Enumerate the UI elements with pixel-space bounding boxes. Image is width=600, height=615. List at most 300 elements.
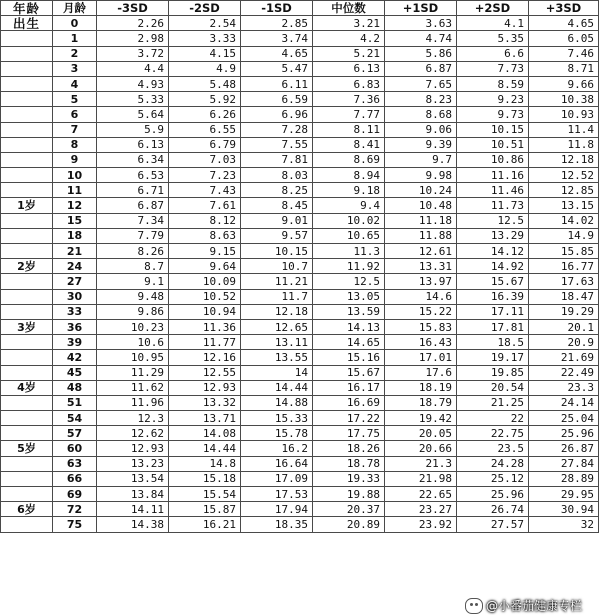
value-cell: 8.94 [313,168,385,183]
value-cell: 16.77 [529,259,599,274]
value-cell: 15.83 [385,319,457,334]
table-row [1,319,599,334]
month-cell: 39 [53,335,97,350]
value-cell: 27.57 [457,517,529,532]
value-cell: 14.65 [313,335,385,350]
value-cell: 18.35 [241,517,313,532]
age-cell [1,395,53,410]
table-row [1,31,599,46]
value-cell: 10.51 [457,137,529,152]
value-cell: 8.03 [241,168,313,183]
value-cell: 5.33 [97,92,169,107]
month-cell: 48 [53,380,97,395]
value-cell: 25.96 [457,487,529,502]
value-cell: 19.42 [385,411,457,426]
chat-bubble-icon [465,598,483,614]
age-cell [1,137,53,152]
value-cell: 12.18 [241,304,313,319]
value-cell: 24.14 [529,395,599,410]
value-cell: 13.84 [97,487,169,502]
value-cell: 13.05 [313,289,385,304]
value-cell: 17.53 [241,487,313,502]
value-cell: 15.87 [169,502,241,517]
value-cell: 8.25 [241,183,313,198]
value-cell: 23.92 [385,517,457,532]
value-cell: 16.39 [457,289,529,304]
value-cell: 17.11 [457,304,529,319]
value-cell: 10.23 [97,319,169,334]
value-cell: 5.47 [241,61,313,76]
month-cell: 69 [53,487,97,502]
value-cell: 29.95 [529,487,599,502]
table-row [1,365,599,380]
value-cell: 7.36 [313,92,385,107]
value-cell: 19.29 [529,304,599,319]
month-cell: 57 [53,426,97,441]
column-header: +3SD [529,1,599,16]
month-cell: 36 [53,319,97,334]
value-cell: 14.08 [169,426,241,441]
value-cell: 9.18 [313,183,385,198]
value-cell: 3.72 [97,46,169,61]
value-cell: 11.96 [97,395,169,410]
value-cell: 19.33 [313,471,385,486]
value-cell: 22.49 [529,365,599,380]
table-row [1,168,599,183]
table-row [1,228,599,243]
value-cell: 10.15 [241,244,313,259]
value-cell: 25.04 [529,411,599,426]
value-cell: 13.31 [385,259,457,274]
table-row [1,517,599,532]
value-cell: 6.6 [457,46,529,61]
age-cell [1,304,53,319]
table-row [1,395,599,410]
month-cell: 18 [53,228,97,243]
table-row [1,61,599,76]
month-cell: 75 [53,517,97,532]
month-cell: 33 [53,304,97,319]
value-cell: 20.89 [313,517,385,532]
value-cell: 5.64 [97,107,169,122]
value-cell: 15.16 [313,350,385,365]
value-cell: 19.17 [457,350,529,365]
table-row [1,137,599,152]
value-cell: 7.43 [169,183,241,198]
value-cell: 6.53 [97,168,169,183]
month-cell: 7 [53,122,97,137]
value-cell: 17.75 [313,426,385,441]
value-cell: 12.16 [169,350,241,365]
age-cell [1,213,53,228]
value-cell: 9.4 [313,198,385,213]
month-cell: 0 [53,16,97,31]
value-cell: 12.52 [529,168,599,183]
table-row [1,122,599,137]
value-cell: 12.18 [529,152,599,167]
table-row [1,76,599,91]
value-cell: 11.8 [529,137,599,152]
value-cell: 5.9 [97,122,169,137]
age-cell [1,183,53,198]
month-cell: 4 [53,76,97,91]
value-cell: 2.85 [241,16,313,31]
value-cell: 9.64 [169,259,241,274]
value-cell: 4.9 [169,61,241,76]
table-row [1,183,599,198]
value-cell: 19.85 [457,365,529,380]
value-cell: 20.66 [385,441,457,456]
value-cell: 15.33 [241,411,313,426]
value-cell: 13.23 [97,456,169,471]
table-row [1,259,599,274]
value-cell: 26.74 [457,502,529,517]
age-cell [1,487,53,502]
value-cell: 20.9 [529,335,599,350]
value-cell: 8.23 [385,92,457,107]
value-cell: 13.29 [457,228,529,243]
value-cell: 6.13 [97,137,169,152]
value-cell: 22.65 [385,487,457,502]
value-cell: 6.59 [241,92,313,107]
column-header: -2SD [169,1,241,16]
value-cell: 9.98 [385,168,457,183]
table-row [1,350,599,365]
column-header: +2SD [457,1,529,16]
month-cell: 24 [53,259,97,274]
age-cell [1,274,53,289]
value-cell: 6.96 [241,107,313,122]
value-cell: 25.12 [457,471,529,486]
value-cell: 11.3 [313,244,385,259]
value-cell: 20.54 [457,380,529,395]
age-cell [1,517,53,532]
value-cell: 7.79 [97,228,169,243]
value-cell: 4.93 [97,76,169,91]
table-row [1,289,599,304]
value-cell: 21.98 [385,471,457,486]
value-cell: 18.19 [385,380,457,395]
value-cell: 3.21 [313,16,385,31]
value-cell: 10.02 [313,213,385,228]
value-cell: 5.48 [169,76,241,91]
table-row [1,304,599,319]
table-row [1,213,599,228]
table-row [1,46,599,61]
month-cell: 11 [53,183,97,198]
value-cell: 4.15 [169,46,241,61]
age-cell [1,244,53,259]
value-cell: 9.23 [457,92,529,107]
month-cell: 42 [53,350,97,365]
value-cell: 15.67 [313,365,385,380]
value-cell: 9.01 [241,213,313,228]
value-cell: 10.93 [529,107,599,122]
header-row [1,1,599,16]
value-cell: 12.65 [241,319,313,334]
value-cell: 23.5 [457,441,529,456]
value-cell: 10.94 [169,304,241,319]
value-cell: 11.7 [241,289,313,304]
value-cell: 21.3 [385,456,457,471]
column-header: -1SD [241,1,313,16]
value-cell: 28.89 [529,471,599,486]
age-cell [1,168,53,183]
value-cell: 11.21 [241,274,313,289]
value-cell: 9.15 [169,244,241,259]
value-cell: 8.11 [313,122,385,137]
table-row [1,380,599,395]
value-cell: 7.61 [169,198,241,213]
value-cell: 20.05 [385,426,457,441]
value-cell: 16.43 [385,335,457,350]
value-cell: 8.68 [385,107,457,122]
value-cell: 6.79 [169,137,241,152]
age-cell [1,107,53,122]
table-row [1,471,599,486]
value-cell: 17.63 [529,274,599,289]
table-row [1,441,599,456]
month-cell: 5 [53,92,97,107]
value-cell: 4.2 [313,31,385,46]
value-cell: 14.11 [97,502,169,517]
value-cell: 17.22 [313,411,385,426]
value-cell: 4.1 [457,16,529,31]
value-cell: 16.17 [313,380,385,395]
value-cell: 3.74 [241,31,313,46]
table-row [1,502,599,517]
value-cell: 6.83 [313,76,385,91]
value-cell: 4.74 [385,31,457,46]
value-cell: 7.23 [169,168,241,183]
value-cell: 14.44 [169,441,241,456]
value-cell: 9.1 [97,274,169,289]
value-cell: 18.5 [457,335,529,350]
table-row [1,16,599,31]
month-cell: 10 [53,168,97,183]
value-cell: 6.87 [97,198,169,213]
value-cell: 14.92 [457,259,529,274]
age-cell [1,228,53,243]
value-cell: 9.57 [241,228,313,243]
age-cell: 3岁 [1,319,53,334]
value-cell: 13.59 [313,304,385,319]
value-cell: 11.36 [169,319,241,334]
value-cell: 6.11 [241,76,313,91]
value-cell: 4.65 [241,46,313,61]
value-cell: 17.81 [457,319,529,334]
value-cell: 14.88 [241,395,313,410]
month-cell: 15 [53,213,97,228]
value-cell: 12.61 [385,244,457,259]
value-cell: 6.34 [97,152,169,167]
month-cell: 63 [53,456,97,471]
value-cell: 6.13 [313,61,385,76]
value-cell: 18.26 [313,441,385,456]
value-cell: 5.21 [313,46,385,61]
value-cell: 19.88 [313,487,385,502]
month-cell: 8 [53,137,97,152]
value-cell: 12.93 [97,441,169,456]
month-cell: 72 [53,502,97,517]
value-cell: 15.78 [241,426,313,441]
value-cell: 13.97 [385,274,457,289]
month-cell: 51 [53,395,97,410]
value-cell: 23.27 [385,502,457,517]
age-cell [1,365,53,380]
value-cell: 7.03 [169,152,241,167]
value-cell: 10.09 [169,274,241,289]
age-cell: 1岁 [1,198,53,213]
value-cell: 2.26 [97,16,169,31]
value-cell: 12.3 [97,411,169,426]
value-cell: 14.6 [385,289,457,304]
column-header: 年龄 [1,1,53,16]
value-cell: 13.55 [241,350,313,365]
value-cell: 2.54 [169,16,241,31]
value-cell: 10.24 [385,183,457,198]
value-cell: 14.12 [457,244,529,259]
value-cell: 20.37 [313,502,385,517]
value-cell: 12.62 [97,426,169,441]
value-cell: 5.86 [385,46,457,61]
table-row [1,456,599,471]
value-cell: 16.69 [313,395,385,410]
value-cell: 11.29 [97,365,169,380]
age-cell [1,350,53,365]
value-cell: 14.13 [313,319,385,334]
value-cell: 10.65 [313,228,385,243]
age-cell: 2岁 [1,259,53,274]
value-cell: 14.38 [97,517,169,532]
value-cell: 9.7 [385,152,457,167]
value-cell: 25.96 [529,426,599,441]
value-cell: 3.63 [385,16,457,31]
value-cell: 13.15 [529,198,599,213]
value-cell: 15.22 [385,304,457,319]
value-cell: 6.26 [169,107,241,122]
table-row [1,335,599,350]
table-row [1,92,599,107]
value-cell: 14.44 [241,380,313,395]
month-cell: 2 [53,46,97,61]
watermark [465,597,582,614]
column-header: +1SD [385,1,457,16]
age-cell [1,76,53,91]
value-cell: 5.35 [457,31,529,46]
value-cell: 22.75 [457,426,529,441]
age-cell [1,411,53,426]
value-cell: 13.71 [169,411,241,426]
value-cell: 9.73 [457,107,529,122]
column-header: 月龄 [53,1,97,16]
value-cell: 6.55 [169,122,241,137]
age-cell: 6岁 [1,502,53,517]
age-cell [1,335,53,350]
column-header: 中位数 [313,1,385,16]
age-cell: 4岁 [1,380,53,395]
value-cell: 16.2 [241,441,313,456]
value-cell: 17.09 [241,471,313,486]
value-cell: 2.98 [97,31,169,46]
value-cell: 10.7 [241,259,313,274]
value-cell: 9.39 [385,137,457,152]
month-cell: 54 [53,411,97,426]
age-cell [1,471,53,486]
value-cell: 8.45 [241,198,313,213]
value-cell: 8.71 [529,61,599,76]
value-cell: 10.52 [169,289,241,304]
value-cell: 12.5 [457,213,529,228]
month-cell: 60 [53,441,97,456]
month-cell: 3 [53,61,97,76]
month-cell: 45 [53,365,97,380]
value-cell: 4.65 [529,16,599,31]
table-row [1,152,599,167]
value-cell: 12.85 [529,183,599,198]
month-cell: 12 [53,198,97,213]
value-cell: 13.32 [169,395,241,410]
value-cell: 7.34 [97,213,169,228]
table-row [1,107,599,122]
value-cell: 13.11 [241,335,313,350]
value-cell: 9.06 [385,122,457,137]
value-cell: 21.69 [529,350,599,365]
value-cell: 12.93 [169,380,241,395]
value-cell: 15.54 [169,487,241,502]
age-cell [1,152,53,167]
value-cell: 10.95 [97,350,169,365]
age-cell [1,289,53,304]
month-cell: 27 [53,274,97,289]
value-cell: 7.81 [241,152,313,167]
age-cell [1,61,53,76]
value-cell: 9.48 [97,289,169,304]
value-cell: 6.05 [529,31,599,46]
month-cell: 30 [53,289,97,304]
value-cell: 16.64 [241,456,313,471]
value-cell: 11.62 [97,380,169,395]
value-cell: 6.71 [97,183,169,198]
value-cell: 21.25 [457,395,529,410]
value-cell: 14.8 [169,456,241,471]
value-cell: 15.67 [457,274,529,289]
value-cell: 15.18 [169,471,241,486]
value-cell: 8.12 [169,213,241,228]
table-row [1,411,599,426]
value-cell: 17.94 [241,502,313,517]
watermark-text: @小番茄健康专栏 [485,599,582,613]
age-cell [1,92,53,107]
value-cell: 10.38 [529,92,599,107]
value-cell: 7.55 [241,137,313,152]
value-cell: 11.18 [385,213,457,228]
value-cell: 18.78 [313,456,385,471]
value-cell: 12.55 [169,365,241,380]
value-cell: 6.87 [385,61,457,76]
value-cell: 10.6 [97,335,169,350]
table-row [1,244,599,259]
column-header: -3SD [97,1,169,16]
value-cell: 8.69 [313,152,385,167]
value-cell: 11.4 [529,122,599,137]
table-row [1,487,599,502]
value-cell: 9.86 [97,304,169,319]
value-cell: 10.86 [457,152,529,167]
age-cell: 出生 [1,16,53,31]
value-cell: 22 [457,411,529,426]
table-row [1,274,599,289]
